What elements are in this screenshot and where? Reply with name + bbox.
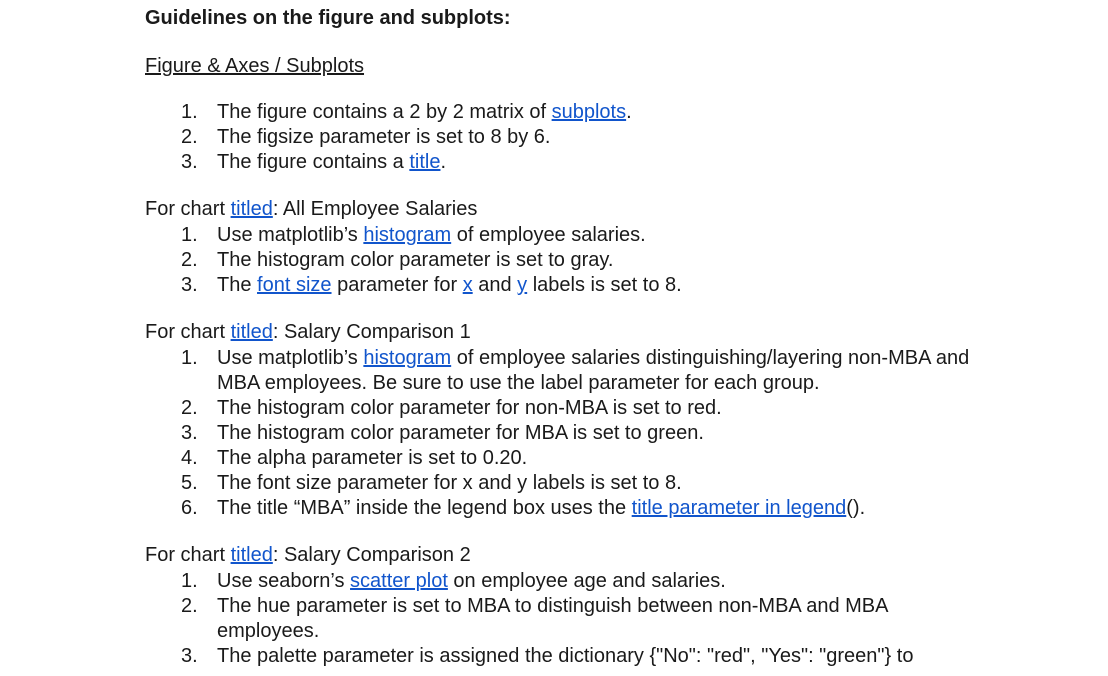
y-link[interactable]: y [517, 274, 528, 296]
section-salary-comparison-1 [145, 320, 1045, 521]
section-list [145, 569, 1045, 669]
titled-link[interactable]: titled [230, 544, 273, 566]
list-text: The figsize parameter is set to 8 by 6. [217, 126, 551, 148]
list-item [145, 396, 1045, 421]
list-text: . [440, 151, 447, 173]
list-number: 1. [181, 224, 198, 246]
histogram-link[interactable]: histogram [363, 224, 452, 246]
subplots-link[interactable]: subplots [551, 101, 627, 123]
list-text: The figure contains a 2 by 2 matrix of [217, 101, 552, 123]
section-title-prefix: For chart [145, 544, 231, 566]
section-all-employee-salaries [145, 197, 1045, 298]
list-number: 3. [181, 151, 198, 173]
legend-title-link[interactable]: title parameter in legend [631, 497, 847, 519]
list-item [145, 421, 1045, 446]
list-text: The font size parameter for x and y labels is set to 8. [217, 472, 682, 494]
document-body [145, 6, 1045, 669]
font-size-link[interactable]: font size [257, 274, 332, 296]
list-number: 1. [181, 570, 198, 592]
list-text: . [626, 101, 632, 123]
list-text: Use matplotlib’s [217, 224, 364, 246]
list-item [145, 100, 1045, 125]
list-text: of employee salaries. [451, 224, 646, 246]
section-list [145, 223, 1045, 298]
list-number: 2. [181, 249, 198, 271]
list-text: Use matplotlib’s [217, 347, 364, 369]
section-title [145, 320, 1045, 346]
section-title-prefix: For chart [145, 321, 231, 343]
list-text: The title “MBA” inside the legend box uses the [217, 497, 632, 519]
list-text: Use seaborn’s [217, 570, 351, 592]
list-text: The histogram color parameter for MBA is set to green. [217, 422, 704, 444]
section-salary-comparison-2 [145, 543, 1045, 669]
list-number: 3. [181, 274, 198, 296]
list-text: The histogram color parameter for non-MBA is set to red. [217, 397, 722, 419]
list-item [145, 273, 1045, 298]
titled-link[interactable]: titled [230, 198, 273, 220]
list-number: 1. [181, 101, 198, 123]
list-item [145, 496, 1045, 521]
title-link[interactable]: title [409, 151, 441, 173]
list-text: The hue parameter is set to MBA to distinguish between non-MBA and MBA employees. [217, 595, 888, 642]
list-number: 2. [181, 595, 198, 617]
figure-guidelines-list [145, 100, 1045, 175]
list-text: and [472, 274, 518, 296]
section-title-suffix: : Salary Comparison 2 [272, 544, 471, 566]
list-item [145, 446, 1045, 471]
list-item [145, 644, 1045, 669]
list-item [145, 471, 1045, 496]
list-number: 4. [181, 447, 198, 469]
x-link[interactable]: x [462, 274, 473, 296]
list-text: on employee age and salaries. [447, 570, 726, 592]
list-number: 2. [181, 397, 198, 419]
list-text: The palette parameter is assigned the dictionary {"No": "red", "Yes": "green"} to [217, 645, 914, 667]
list-number: 3. [181, 422, 198, 444]
list-text: (). [846, 497, 866, 519]
section-title-suffix: : All Employee Salaries [272, 198, 478, 220]
list-number: 5. [181, 472, 198, 494]
list-item [145, 150, 1045, 175]
list-item [145, 248, 1045, 273]
scatter-plot-link[interactable]: scatter plot [350, 570, 448, 592]
list-text: The [217, 274, 258, 296]
list-text: labels is set to 8. [527, 274, 682, 296]
page-heading: Guidelines on the figure and subplots: [145, 7, 511, 29]
section-title [145, 543, 1045, 569]
section-title [145, 197, 1045, 223]
list-number: 6. [181, 497, 198, 519]
section-title-suffix: : Salary Comparison 1 [272, 321, 471, 343]
list-text: The histogram color parameter is set to gray. [217, 249, 614, 271]
section-subheading: Figure & Axes / Subplots [145, 55, 365, 77]
titled-link[interactable]: titled [230, 321, 273, 343]
list-text: The figure contains a [217, 151, 410, 173]
list-number: 1. [181, 347, 198, 369]
list-text: The alpha parameter is set to 0.20. [217, 447, 528, 469]
list-text: of employee salaries distinguishing/layering non-MBA and MBA employees. Be sure to use the label parameter for each group. [217, 347, 970, 394]
section-title-prefix: For chart [145, 198, 231, 220]
histogram-link[interactable]: histogram [363, 347, 452, 369]
list-item [145, 223, 1045, 248]
list-text: parameter for [331, 274, 463, 296]
list-item [145, 594, 1045, 644]
list-number: 2. [181, 126, 198, 148]
list-item [145, 569, 1045, 594]
list-item [145, 346, 1045, 396]
list-number: 3. [181, 645, 198, 667]
section-list [145, 346, 1045, 521]
list-item [145, 125, 1045, 150]
